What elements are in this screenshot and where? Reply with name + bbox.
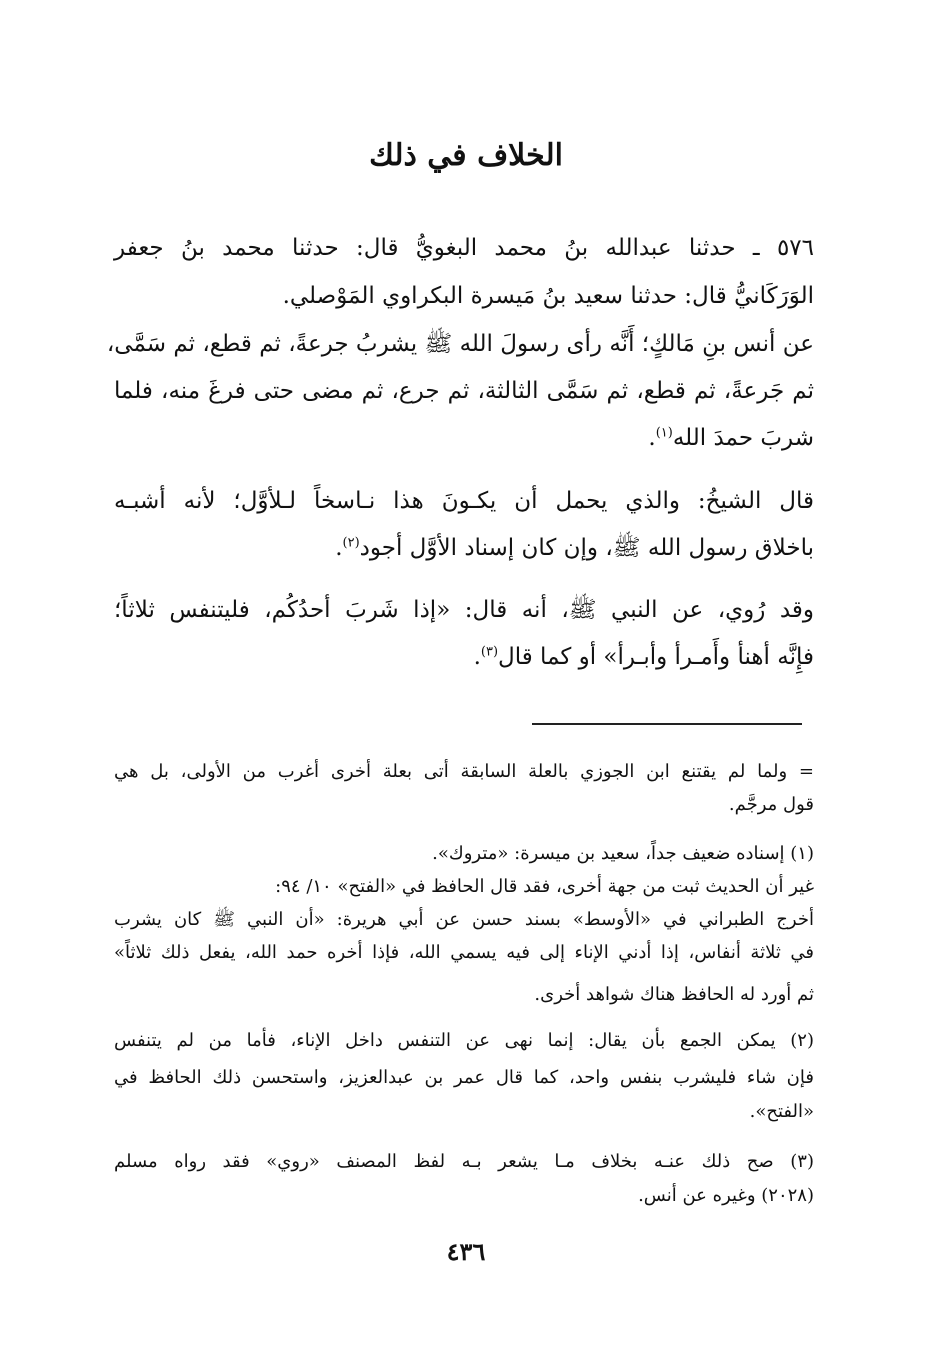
footnote-line-7: ثم أورد له الحافظ هناك شواهد أخرى.: [534, 984, 814, 1005]
footnote-line-11: (٣) صح ذلك عنـه بخلاف مـا يشعر بـه لفظ المصنف «روي» فقد رواه مسلم: [114, 1151, 814, 1172]
footnote-line-5: أخرج الطبراني في «الأوسط» بسند حسن عن أبي هريرة: «أن النبي ﷺ كان يشرب: [114, 909, 814, 930]
body-line-9-text: فإِنَّه أهنأ وأَمـرأ وأبـرأ» أو كما قال: [498, 644, 814, 670]
footnote-line-6: في ثلاثة أنفاس، إذا أدني الإناء إلى فيه يسمي الله، فإذا أخره حمد الله، يفعل ذلك ثلاثاً»: [114, 942, 814, 963]
footnote-line-3: (١) إسناده ضعيف جداً، سعيد بن ميسرة: «متروك».: [432, 843, 814, 864]
body-line-5-text: شربَ حمدَ الله: [672, 425, 814, 451]
footnote-line-2: قول مرجَّم.: [728, 794, 814, 815]
footnote-ref-1: (١): [655, 425, 673, 441]
body-line-3: عن أنس بنِ مَالكٍ؛ أَنَّه رأى رسولَ الله ﷺ يشربُ جرعةً، ثم قطع، ثم سَمَّى،: [106, 331, 814, 357]
footnote-ref-2: (٢): [342, 535, 360, 551]
footnote-line-4: غير أن الحديث ثبت من جهة أخرى، فقد قال الحافظ في «الفتح» ١٠/ ٩٤:: [275, 876, 814, 897]
footnote-line-9: فإن شاء فليشرب بنفس واحد، كما قال عمر بن عبدالعزيز، واستحسن ذلك الحافظ في: [114, 1067, 814, 1088]
footnote-ref-3: (٣): [480, 644, 499, 660]
body-line-7: باخلاق رسول الله ﷺ، وإن كان إسناد الأوَّل أجود$^{(٢)}$.: [335, 535, 814, 561]
body-line-1: ٥٧٦ ـ حدثنا عبدالله بنُ محمد البغويُّ قال: حدثنا محمد بنُ جعفر: [114, 235, 814, 261]
footnote-line-12: (٢٠٢٨) وغيره عن أنس.: [638, 1185, 814, 1206]
body-line-5: شربَ حمدَ الله$^{(١)}$.: [648, 425, 814, 451]
footnote-line-10: «الفتح».: [749, 1101, 814, 1122]
footnote-separator: [532, 723, 802, 725]
body-line-8: وقد رُوي، عن النبي ﷺ، أنه قال: «إذا شَربَ أحدُكُم، فليتنفس ثلاثاً؛: [114, 597, 814, 623]
section-title: الخلاف في ذلك: [369, 138, 563, 173]
body-line-6: قال الشيخُ: والذي يحمل أن يكـونَ هذا نـاسخاً لـلأوَّل؛ لأنه أشبـه: [114, 488, 814, 514]
body-line-2: الوَرَكَانيُّ قال: حدثنا سعيد بنُ مَيسرة البكراوي المَوْصلي.: [282, 283, 814, 309]
page-number: ٤٣٦: [446, 1237, 486, 1266]
footnote-line-1: = ولما لم يقتنع ابن الجوزي بالعلة السابقة أتى بعلة أخرى أغرب من الأولى، بل هي: [114, 761, 814, 782]
footnote-line-8: (٢) يمكن الجمع بأن يقال: إنما نهى عن التنفس داخل الإناء، فأما من لم يتنفس: [114, 1030, 814, 1051]
body-line-9: فإِنَّه أهنأ وأَمـرأ وأبـرأ» أو كما قال$^{(٣)}$.: [473, 644, 814, 670]
body-line-7-text: باخلاق رسول الله ﷺ، وإن كان إسناد الأوَّل أجود: [359, 535, 814, 561]
body-line-4: ثم جَرعةً، ثم قطع، ثم سَمَّى الثالثة، ثم جرع، ثم مضى حتى فرغَ منه، فلما: [114, 378, 814, 404]
